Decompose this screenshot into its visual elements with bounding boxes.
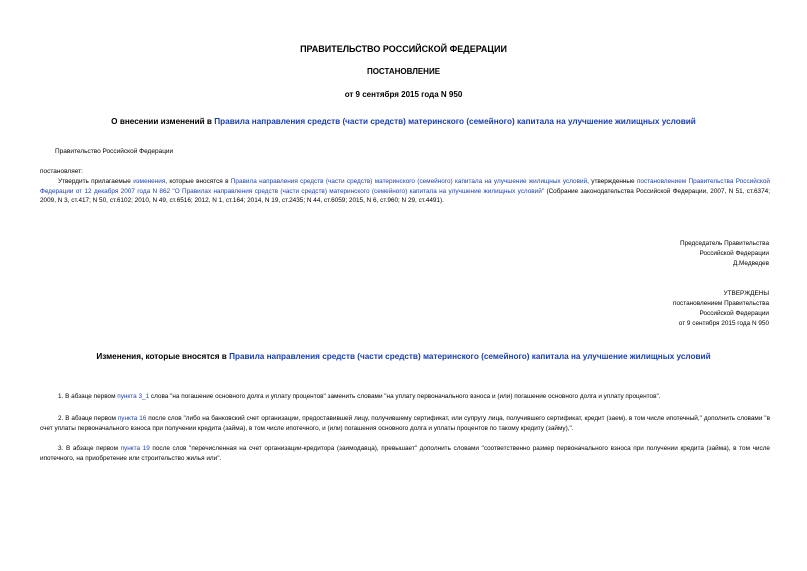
main-paragraph-text-b: , которые вносятся в xyxy=(165,178,231,185)
approved-line-3: Российской Федерации xyxy=(699,310,769,317)
changes-title-prefix: Изменения, которые вносятся в xyxy=(96,352,230,361)
changes-title-link[interactable]: Правила направления средств (части средств) материнского (семейного) капитала на улучшение жилищных условий xyxy=(229,352,711,361)
amendment-text-b: слова "на погашение основного долга и уплату процентов" заменить словами "на уплату первоначального взноса и (или) погашение основного долга и уплату процентов". xyxy=(149,393,661,400)
approved-block xyxy=(673,289,769,329)
amendment-link[interactable]: пункта 19 xyxy=(120,445,150,452)
amendment-item xyxy=(40,414,770,434)
document-title-prefix: О внесении изменений в xyxy=(111,117,215,126)
amendment-text-b: после слов "либо на банковский счет организации, предоставившей лицу, получившему сертификат, или супругу лица, получившего сертификат, кредит (заем), в том числе ипотечный," дополнить словами "в счет уплаты первоначального взноса при получении кредита (займа), в том числе ипотечного, и (или) погашения основного долга и уплаты процентов по такому кредиту (займу),". xyxy=(40,415,770,432)
approved-line-1: УТВЕРЖДЕНЫ xyxy=(723,290,769,297)
rules-link[interactable]: Правила направления средств (части средств) материнского (семейного) капитала на улучшение жилищных условий xyxy=(230,178,588,185)
signature-block xyxy=(680,239,769,269)
approved-line-4: от 9 сентября 2015 года N 950 xyxy=(678,320,769,327)
approved-line-2: постановлением Правительства xyxy=(673,300,769,307)
government-label: Правительство Российской Федерации xyxy=(55,148,174,155)
amendment-link[interactable]: пункта 16 xyxy=(117,415,147,422)
decree-862-link[interactable]: постановлением Правительства Российской Федерации от 12 декабря 2007 года N 862 "О Правилах направления средств (части средств) материнского (семейного) капитала на улучшение жилищных условий" xyxy=(40,178,771,195)
amendment-text-a: 3. В абзаце первом xyxy=(58,445,121,452)
header-date-number: от 9 сентября 2015 года N 950 xyxy=(344,90,463,99)
header-doc-type: ПОСТАНОВЛЕНИЕ xyxy=(366,67,441,76)
main-paragraph xyxy=(40,177,770,206)
changes-link[interactable]: изменения xyxy=(133,178,166,185)
changes-title xyxy=(0,352,807,361)
signature-line-1: Председатель Правительства xyxy=(680,240,769,247)
header-org: ПРАВИТЕЛЬСТВО РОССИЙСКОЙ ФЕДЕРАЦИИ xyxy=(300,44,507,54)
document-title xyxy=(0,117,807,126)
signature-line-3: Д.Медведев xyxy=(732,260,769,267)
amendment-text-a: 1. В абзаце первом xyxy=(58,393,118,400)
amendment-item xyxy=(40,444,770,464)
amendment-text-a: 2. В абзаце первом xyxy=(58,415,118,422)
amendment-link[interactable]: пункта 3_1 xyxy=(117,393,150,400)
amendment-text-b: после слов "перечисленная на счет организации-кредитора (заимодавца), превышает" дополнить словами "соответственно размер первоначального взноса при получении кредита (займа), в том числе ипотечного, на приобретение или строительство жилья или". xyxy=(40,445,770,462)
main-paragraph-text-c: , утвержденные xyxy=(587,178,637,185)
main-paragraph-text-d: (Собрание законодательства Российской Федерации, 2007, N 51, ст.6374; 2009, N 3, ст.417; N 50, ст.6102; 2010, N 49, ст.6516; 2012, N 1, ст.164; 2014, N 19, ст.2435; N 44, ст.6059; 2015, N 6, ст.960; N 29, ст.4491). xyxy=(40,187,770,204)
main-paragraph-text-a: Утвердить прилагаемые xyxy=(58,178,134,185)
amendment-item xyxy=(40,392,770,402)
document-title-link[interactable]: Правила направления средств (части средств) материнского (семейного) капитала на улучшение жилищных условий xyxy=(214,117,696,126)
signature-line-2: Российской Федерации xyxy=(699,250,769,257)
decides-label: постановляет: xyxy=(40,168,83,175)
